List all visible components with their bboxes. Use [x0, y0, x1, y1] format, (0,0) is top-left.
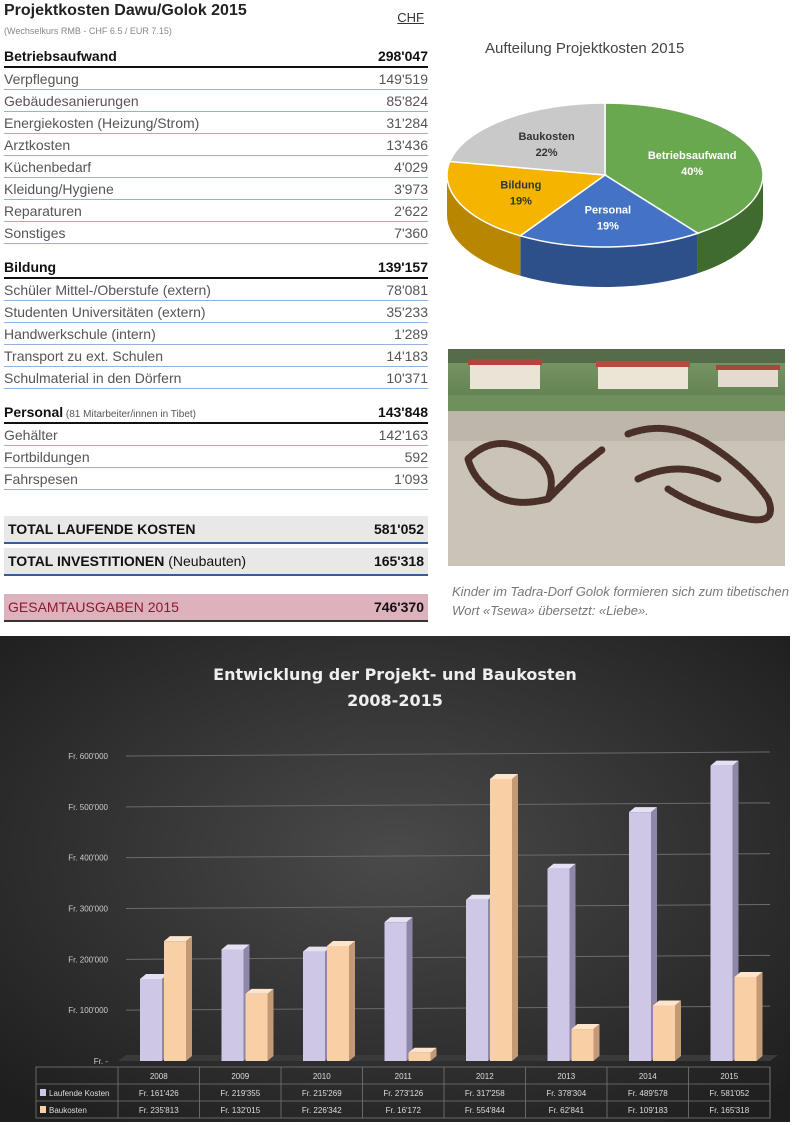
table-row	[4, 367, 428, 389]
section-personal	[4, 402, 428, 424]
table-title: Projektkosten Dawu/Golok 2015	[4, 2, 247, 19]
bar-baukosten	[735, 977, 757, 1061]
section-bildung-label	[4, 259, 56, 275]
table-row-label	[4, 304, 206, 320]
bar-side	[594, 1024, 600, 1061]
data-table-value: Fr. 109'183	[627, 1106, 668, 1115]
bar-side	[268, 989, 274, 1061]
currency-label: CHF	[397, 10, 424, 25]
bar-side	[757, 972, 763, 1061]
table-row-label-text: Reparaturen	[4, 203, 82, 219]
table-row-label	[4, 326, 156, 342]
bar-laufende-kosten	[222, 949, 244, 1061]
bar-laufende-kosten	[711, 766, 733, 1061]
total-laufende-kosten	[4, 516, 428, 544]
gesamtausgaben-value: 746'370	[373, 599, 424, 615]
table-row-label-text: Schulmaterial in den Dörfern	[4, 370, 182, 386]
gesamtausgaben-label	[8, 599, 179, 615]
table-row-value: 10'371	[386, 370, 428, 386]
table-row-value: 4'029	[394, 159, 428, 175]
section-bildung-value: 139'157	[377, 259, 428, 275]
table-row-label	[4, 471, 78, 487]
photo-caption: Kinder im Tadra-Dorf Golok formieren sich zum tibetischen Wort «Tsewa» übersetzt: «Liebe».	[452, 584, 789, 618]
table-row-value: 1'093	[394, 471, 428, 487]
pie-label: Baukosten	[518, 130, 575, 143]
table-row	[4, 345, 428, 367]
table-row-label	[4, 348, 163, 364]
bar-laufende-kosten	[385, 922, 407, 1061]
table-row-value: 2'622	[394, 203, 428, 219]
bar-side	[512, 774, 518, 1061]
table-row-value: 14'183	[386, 348, 428, 364]
bar-side	[407, 917, 413, 1061]
table-row	[4, 156, 428, 178]
section-betriebsaufwand-label-text: Betriebsaufwand	[4, 48, 117, 64]
table-row	[4, 323, 428, 345]
x-tick-label: 2009	[231, 1072, 250, 1081]
legend-swatch	[40, 1089, 46, 1096]
table-row-label	[4, 225, 65, 241]
bar-laufende-kosten	[548, 869, 570, 1061]
bar-baukosten	[572, 1029, 594, 1061]
bar-baukosten	[246, 994, 268, 1061]
data-table-value: Fr. 554'844	[464, 1106, 505, 1115]
y-tick-label: Fr. 100'000	[68, 1006, 108, 1016]
x-tick-label: 2010	[312, 1072, 331, 1081]
total-laufende-kosten-label-text: TOTAL LAUFENDE KOSTEN	[8, 521, 196, 537]
table-row-value: 78'081	[386, 282, 428, 298]
bar-side	[186, 936, 192, 1061]
data-table-value: Fr. 165'318	[709, 1106, 750, 1115]
table-row-label	[4, 370, 181, 386]
table-row-label-text: Arztkosten	[4, 137, 71, 153]
section-betriebsaufwand-value: 298'047	[377, 48, 428, 64]
legend-swatch	[40, 1106, 46, 1113]
table-row-value: 13'436	[386, 137, 428, 153]
pie-percent: 40%	[681, 166, 704, 179]
table-row-label	[4, 71, 79, 87]
table-row-label	[4, 115, 199, 131]
bar-laufende-kosten	[140, 979, 162, 1061]
legend-label: Baukosten	[49, 1106, 87, 1115]
section-bildung-label-text: Bildung	[4, 259, 57, 275]
data-table-value: Fr. 215'269	[301, 1089, 342, 1098]
data-table-value: Fr. 62'841	[548, 1106, 584, 1115]
section-betriebsaufwand	[4, 46, 428, 68]
data-table-value: Fr. 581'052	[709, 1089, 750, 1098]
table-row-label	[4, 449, 90, 465]
total-investitionen-label-text: TOTAL INVESTITIONEN	[8, 553, 165, 569]
bar-baukosten	[327, 946, 349, 1061]
table-row-value: 149'519	[378, 71, 428, 87]
table-row-value: 3'973	[394, 181, 428, 197]
y-tick-label: Fr. 600'000	[68, 752, 108, 761]
data-table-value: Fr. 378'304	[546, 1089, 587, 1098]
table-row-label	[4, 137, 70, 153]
legend-label: Laufende Kosten	[49, 1089, 110, 1098]
table-row	[4, 200, 428, 222]
chart-title: Entwicklung der Projekt- und Baukosten	[213, 665, 577, 684]
section-personal-label	[4, 404, 196, 420]
table-row-label	[4, 427, 58, 443]
x-tick-label: 2012	[475, 1072, 494, 1081]
table-row	[4, 424, 428, 446]
table-row	[4, 446, 428, 468]
table-row	[4, 279, 428, 301]
data-table-value: Fr. 489'578	[627, 1089, 668, 1098]
table-row-label-text: Energiekosten (Heizung/Strom)	[4, 115, 200, 131]
bar-baukosten	[409, 1053, 431, 1061]
total-investitionen	[4, 548, 428, 576]
y-tick-label: Fr. 300'000	[68, 904, 108, 914]
table-row-label-text: Sonstiges	[4, 225, 66, 241]
y-tick-label: Fr. -	[93, 1057, 108, 1066]
table-row-label-text: Gebäudesanierungen	[4, 93, 139, 109]
data-table-value: Fr. 161'426	[138, 1089, 179, 1098]
section-bildung	[4, 257, 428, 279]
table-row-label	[4, 282, 211, 298]
cost-table	[4, 0, 428, 630]
table-row-label	[4, 203, 82, 219]
bar-baukosten	[164, 941, 186, 1061]
total-laufende-kosten-label	[8, 521, 195, 537]
bar-laufende-kosten	[466, 900, 488, 1061]
x-tick-label: 2011	[394, 1072, 412, 1081]
pie-label: Personal	[584, 204, 632, 217]
data-table-value: Fr. 219'355	[220, 1089, 261, 1098]
table-row-label-text: Handwerkschule (intern)	[4, 326, 156, 342]
data-table-value: Fr. 226'342	[301, 1106, 342, 1115]
chart-subtitle: 2008-2015	[347, 691, 443, 710]
table-row-value: 1'289	[394, 326, 428, 342]
x-tick-label: 2015	[720, 1072, 739, 1081]
bar-side	[675, 1000, 681, 1061]
y-tick-label: Fr. 200'000	[68, 955, 108, 965]
table-row-label-text: Küchenbedarf	[4, 159, 92, 175]
table-row-value: 31'284	[386, 115, 428, 131]
total-investitionen-label	[8, 553, 246, 569]
photo-tsewa-formation	[448, 349, 785, 566]
data-table-value: Fr. 273'126	[383, 1089, 424, 1098]
table-row	[4, 222, 428, 244]
table-row-label	[4, 159, 91, 175]
table-row-label	[4, 181, 114, 197]
table-row-label	[4, 93, 139, 109]
data-table-value: Fr. 235'813	[138, 1106, 179, 1115]
table-row-label-text: Verpflegung	[4, 71, 79, 87]
pie-label: Bildung	[500, 179, 542, 192]
pie-percent: 22%	[535, 146, 558, 159]
table-row	[4, 90, 428, 112]
x-tick-label: 2014	[638, 1072, 657, 1081]
table-row-label-text: Fahrspesen	[4, 471, 78, 487]
table-row	[4, 112, 428, 134]
pie-percent: 19%	[596, 220, 619, 233]
table-row	[4, 178, 428, 200]
table-row-label-text: Kleidung/Hygiene	[4, 181, 114, 197]
table-row-value: 142'163	[378, 427, 428, 443]
bar-chart	[0, 636, 790, 1122]
table-row-value: 592	[404, 449, 428, 465]
bar-laufende-kosten	[303, 952, 325, 1061]
table-row	[4, 134, 428, 156]
section-betriebsaufwand-label	[4, 48, 117, 64]
table-row	[4, 301, 428, 323]
exchange-rate-note: (Wechselkurs RMB - CHF 6.5 / EUR 7.15)	[4, 26, 172, 36]
gesamtausgaben-label-text: GESAMTAUSGABEN 2015	[8, 599, 179, 615]
x-tick-label: 2013	[557, 1072, 576, 1081]
table-row-label-text: Studenten Universitäten (extern)	[4, 304, 206, 320]
pie-percent: 19%	[509, 195, 532, 208]
total-investitionen-note: (Neubauten)	[164, 553, 247, 569]
total-laufende-kosten-value: 581'052	[373, 521, 424, 537]
data-table-value: Fr. 16'172	[385, 1106, 421, 1115]
gesamtausgaben	[4, 594, 428, 622]
table-row-label-text: Gehälter	[4, 427, 58, 443]
bar-baukosten	[653, 1005, 675, 1061]
table-row-value: 7'360	[394, 225, 428, 241]
bar-side	[349, 941, 355, 1061]
bar-laufende-kosten	[629, 812, 651, 1061]
pie-label: Betriebsaufwand	[647, 150, 737, 163]
y-tick-label: Fr. 500'000	[68, 802, 108, 812]
table-row-value: 85'824	[386, 93, 428, 109]
pie-chart	[440, 80, 790, 310]
table-row	[4, 468, 428, 490]
section-personal-note: (81 Mitarbeiter/innen in Tibet)	[63, 409, 196, 420]
table-row-label-text: Transport zu ext. Schulen	[4, 348, 164, 364]
data-table-value: Fr. 132'015	[220, 1106, 261, 1115]
total-investitionen-value: 165'318	[373, 553, 424, 569]
y-tick-label: Fr. 400'000	[68, 853, 108, 863]
bar-baukosten	[490, 779, 512, 1061]
section-personal-value: 143'848	[377, 404, 428, 420]
x-tick-label: 2008	[149, 1072, 168, 1081]
pie-title: Aufteilung Projektkosten 2015	[485, 40, 685, 57]
table-row	[4, 68, 428, 90]
table-row-label-text: Schüler Mittel-/Oberstufe (extern)	[4, 282, 211, 298]
data-table-value: Fr. 317'258	[464, 1089, 505, 1098]
table-row-value: 35'233	[386, 304, 428, 320]
section-personal-label-text: Personal	[4, 404, 64, 420]
table-row-label-text: Fortbildungen	[4, 449, 90, 465]
